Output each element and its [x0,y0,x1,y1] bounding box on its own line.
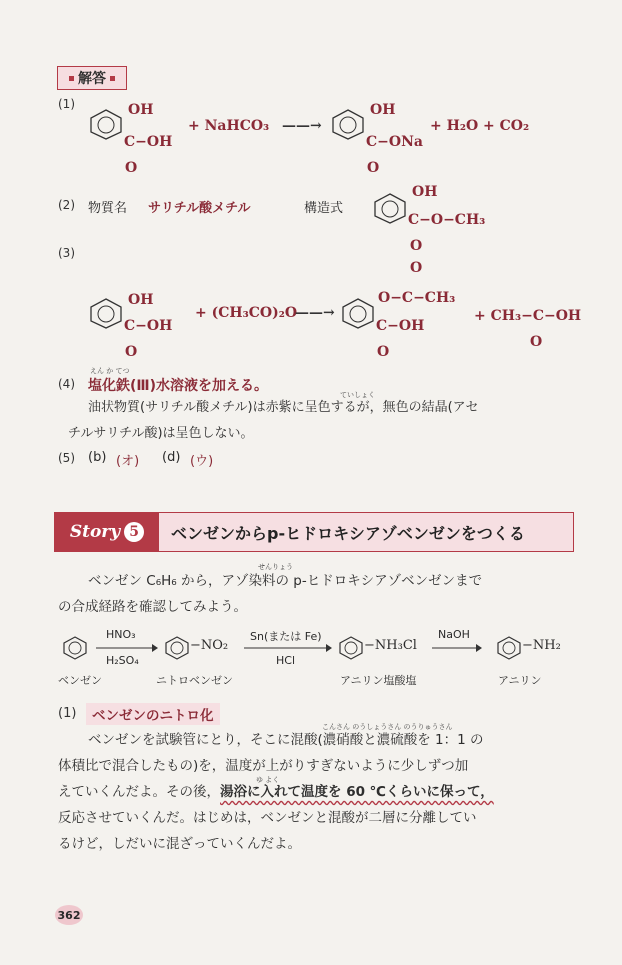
q1-arrow: ——→ [282,118,322,134]
section1-ruby: こんさん のうしょうさん のうりゅうさん [322,723,453,731]
q5-number: (5) [58,451,75,465]
q2-name-label: 物質名 [88,201,128,216]
q3-reagent: + (CH₃CO)₂O [195,305,298,321]
q4-explanation-2: チルサリチル酸)は呈色しない。 [68,426,254,441]
benzene-ring-icon [338,636,364,660]
q1-c-oh: C−OH [124,134,173,150]
q2-struct-label: 構造式 [304,201,344,216]
scheme-nh3cl: −NH₃Cl [364,638,417,653]
scheme-name-aniline: アニリン [498,674,542,687]
section1-ruby-yuyoku: ゆ よく [256,776,280,784]
badge-dot-left-icon [69,76,74,81]
scheme-reagent1-top: HNO₃ [106,628,136,641]
badge-dot-right-icon [110,76,115,81]
story-title: ベンゼンからp-ヒドロキシアゾベンゼンをつくる [171,523,525,543]
scheme-name-anilinium: アニリン塩酸塩 [340,674,417,687]
benzene-ring-icon [164,636,190,660]
arrow-right-icon [432,643,482,653]
q2-oh: OH [412,184,438,200]
q4-ruby: えん か てつ [90,367,130,375]
q1-reagent: + NaHCO₃ [188,118,270,134]
story-header [54,512,574,552]
section1-p4: 反応させていくんだ。はじめは，ベンゼンと混酸が二層に分離してい [58,810,477,826]
q3-byproduct: + CH₃−C−OH [474,308,582,324]
q3-number: (3) [58,246,75,260]
scheme-reagent3-top: NaOH [438,628,470,641]
story-number-badge: 5 [124,522,144,542]
benzene-ring-icon [340,297,376,329]
q4-answer: 塩化鉄(Ⅲ)水溶液を加える。 [88,378,269,394]
section1-p3a: えていくんだよ。その後， [58,784,220,800]
story-tag-text: Story [69,522,121,542]
q3-product-o: O [377,344,390,360]
scheme-name-nitrobenzene: ニトロベンゼン [156,674,233,687]
benzene-ring-icon [62,636,88,660]
scheme-reagent2-bottom: HCl [276,654,296,667]
q2-o: O [410,238,423,254]
benzene-ring-icon [330,108,366,140]
section1-p2: 体積比で混合したもの)を，温度が上がりすぎないように少しずつ加 [58,758,469,774]
q3-arrow: ——→ [295,305,335,321]
q2-name-value: サリチル酸メチル [148,201,251,216]
arrow-right-icon [244,643,332,653]
q3-product-c-oh: C−OH [376,318,425,334]
benzene-ring-icon [88,297,124,329]
section1-heading: ベンゼンのニトロ化 [86,703,220,725]
q1-number: (1) [58,97,75,111]
q3-acetyl: O−C−CH₃ [378,290,456,306]
q3-o: O [125,344,138,360]
benzene-ring-icon [496,636,522,660]
q1-c-ona: C−ONa [366,134,423,150]
q4-explanation-1: 油状物質(サリチル酸メチル)は赤紫に呈色するが，無色の結晶(アセ [88,400,479,415]
q4-ruby2: ていしょく [340,391,375,399]
q3-c-oh: C−OH [124,318,173,334]
page-number: 362 [55,905,83,925]
q1-o: O [125,160,138,176]
q2-ester: C−O−CH₃ [408,212,486,228]
q1-prod-o: O [367,160,380,176]
q3-byproduct-o: O [530,334,543,350]
q3-oh: OH [128,292,154,308]
answer-label: 解答 [78,71,106,87]
q5-d-answer: (ウ) [190,454,214,469]
q4-number: (4) [58,377,75,391]
section1-p3b-emphasis: 湯浴に入れて温度を 60 ℃くらいに保って， [220,784,494,800]
scheme-no2: −NO₂ [190,638,229,653]
scheme-name-benzene: ベンゼン [58,674,102,687]
scheme-reagent2-top: Sn(または Fe) [250,630,322,643]
q1-prod-oh: OH [370,102,396,118]
story-tag [55,513,159,551]
q3-acetyl-o: O [410,260,423,276]
q1-products: + H₂O + CO₂ [430,118,530,134]
section1-p1: ベンゼンを試験管にとり，そこに混酸(濃硝酸と濃硫酸を 1：1 の [88,732,484,748]
benzene-ring-icon [372,192,408,224]
section1-number: (1) [58,706,77,721]
q1-oh: OH [128,102,154,118]
section1-p3 [58,779,494,806]
intro-ruby: せんりょう [258,563,293,571]
q5-d-label: (d) [162,450,181,465]
section1-p5: るけど，しだいに混ざっていくんだよ。 [58,836,301,852]
intro-line-1: ベンゼン C₆H₆ から，アゾ染料の p-ヒドロキシアゾベンゼンまで [88,573,483,589]
q5-b-answer: (オ) [116,454,140,469]
answer-badge [57,66,127,90]
benzene-ring-icon [88,108,124,140]
scheme-nh2: −NH₂ [522,638,561,653]
q2-number: (2) [58,198,75,212]
arrow-right-icon [96,643,158,653]
q5-b-label: (b) [88,450,107,465]
scheme-reagent1-bottom: H₂SO₄ [106,654,139,667]
intro-line-2: の合成経路を確認してみよう。 [58,599,247,615]
